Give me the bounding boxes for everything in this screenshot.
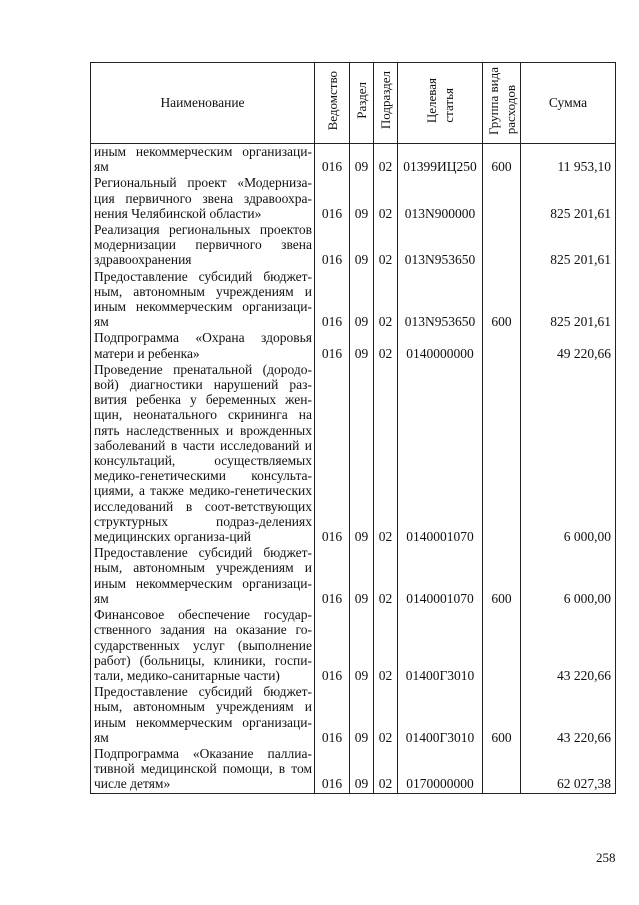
row-name: Финансовое обеспечение государ-ственного задания на оказание го-сударственных услуг (выполнение работ) (больницы, клиники, госпи-тали, медико-санитарные части) bbox=[91, 607, 315, 684]
row-name: Подпрограмма «Оказание паллиа-тивной медицинской помощи, в том числе детям» bbox=[91, 746, 315, 793]
row-vedomstvo: 016 bbox=[315, 545, 350, 607]
row-name: Предоставление субсидий бюджет-ным, автономным учреждениям и иным некоммерческим организаци-ям bbox=[91, 269, 315, 331]
row-summa: 825 201,61 bbox=[521, 269, 616, 331]
row-podrazdel: 02 bbox=[374, 144, 398, 176]
row-gruppa bbox=[483, 222, 521, 269]
row-gruppa bbox=[483, 330, 521, 361]
row-summa: 825 201,61 bbox=[521, 222, 616, 269]
row-vedomstvo: 016 bbox=[315, 607, 350, 684]
header-razdel-label: Раздел bbox=[354, 82, 369, 119]
row-razdel: 09 bbox=[350, 362, 374, 545]
row-celevaya-statya: 013N953650 bbox=[398, 222, 483, 269]
table-row bbox=[91, 222, 616, 269]
budget-table-sheet bbox=[90, 62, 615, 794]
table-header bbox=[91, 63, 616, 144]
row-podrazdel: 02 bbox=[374, 269, 398, 331]
row-vedomstvo: 016 bbox=[315, 330, 350, 361]
header-vedomstvo bbox=[315, 63, 350, 144]
row-summa: 43 220,66 bbox=[521, 684, 616, 746]
row-summa: 6 000,00 bbox=[521, 545, 616, 607]
row-vedomstvo: 016 bbox=[315, 269, 350, 331]
budget-table bbox=[90, 62, 616, 794]
row-gruppa: 600 bbox=[483, 545, 521, 607]
table-row bbox=[91, 175, 616, 222]
row-gruppa: 600 bbox=[483, 684, 521, 746]
row-vedomstvo: 016 bbox=[315, 175, 350, 222]
row-celevaya-statya: 01400Г3010 bbox=[398, 684, 483, 746]
row-celevaya-statya: 0170000000 bbox=[398, 746, 483, 793]
row-summa: 825 201,61 bbox=[521, 175, 616, 222]
row-podrazdel: 02 bbox=[374, 545, 398, 607]
table-row bbox=[91, 362, 616, 545]
row-razdel: 09 bbox=[350, 746, 374, 793]
row-name: Региональный проект «Модерниза-ция первичного звена здравоохра-нения Челябинской области» bbox=[91, 175, 315, 222]
row-celevaya-statya: 013N953650 bbox=[398, 269, 483, 331]
row-gruppa bbox=[483, 746, 521, 793]
row-vedomstvo: 016 bbox=[315, 362, 350, 545]
row-razdel: 09 bbox=[350, 222, 374, 269]
row-vedomstvo: 016 bbox=[315, 684, 350, 746]
row-vedomstvo: 016 bbox=[315, 144, 350, 176]
row-celevaya-statya: 01400Г3010 bbox=[398, 607, 483, 684]
row-gruppa bbox=[483, 175, 521, 222]
row-name: Предоставление субсидий бюджет-ным, автономным учреждениям и иным некоммерческим организаци-ям bbox=[91, 545, 315, 607]
row-name: Предоставление субсидий бюджет-ным, автономным учреждениям и иным некоммерческим организаци-ям bbox=[91, 684, 315, 746]
row-podrazdel: 02 bbox=[374, 607, 398, 684]
row-razdel: 09 bbox=[350, 144, 374, 176]
row-razdel: 09 bbox=[350, 330, 374, 361]
row-summa: 49 220,66 bbox=[521, 330, 616, 361]
table-row bbox=[91, 607, 616, 684]
row-podrazdel: 02 bbox=[374, 684, 398, 746]
table-row bbox=[91, 144, 616, 176]
table-row bbox=[91, 684, 616, 746]
row-razdel: 09 bbox=[350, 684, 374, 746]
table-row bbox=[91, 269, 616, 331]
header-razdel bbox=[350, 63, 374, 144]
row-summa: 6 000,00 bbox=[521, 362, 616, 545]
table-row bbox=[91, 330, 616, 361]
header-celevaya-line2: статья bbox=[441, 88, 456, 124]
row-summa: 11 953,10 bbox=[521, 144, 616, 176]
header-name: Наименование bbox=[91, 63, 315, 144]
header-gruppa-vida-rashodov bbox=[483, 63, 521, 144]
header-podrazdel bbox=[374, 63, 398, 144]
row-podrazdel: 02 bbox=[374, 330, 398, 361]
table-row bbox=[91, 746, 616, 793]
row-razdel: 09 bbox=[350, 269, 374, 331]
header-summa: Сумма bbox=[521, 63, 616, 144]
row-celevaya-statya: 0140000000 bbox=[398, 330, 483, 361]
row-summa: 62 027,38 bbox=[521, 746, 616, 793]
row-gruppa: 600 bbox=[483, 269, 521, 331]
row-summa: 43 220,66 bbox=[521, 607, 616, 684]
row-gruppa bbox=[483, 362, 521, 545]
row-name: Реализация региональных проектов модернизации первичного звена здравоохранения bbox=[91, 222, 315, 269]
header-vedomstvo-label: Ведомство bbox=[324, 70, 340, 131]
row-razdel: 09 bbox=[350, 607, 374, 684]
row-razdel: 09 bbox=[350, 175, 374, 222]
table-body bbox=[91, 144, 616, 794]
header-podrazdel-label: Подраздел bbox=[378, 71, 393, 130]
row-gruppa: 600 bbox=[483, 144, 521, 176]
row-podrazdel: 02 bbox=[374, 746, 398, 793]
row-name: Проведение пренатальной (дородо-вой) диагностики нарушений раз-вития ребенка у беременных жен-щин, неонатального скрининга на пять наследственных и врожденных заболеваний в части исследований и консультаций, осуществляемых медико-генетическими консульта-циями, а также медико-генетических исследований в соот-ветствующих структурных подраз-делениях медицинских организа-ций bbox=[91, 362, 315, 545]
row-podrazdel: 02 bbox=[374, 362, 398, 545]
header-celevaya-line1: Целевая bbox=[424, 77, 439, 124]
header-gruppa-line1: Группа вида bbox=[485, 66, 501, 135]
row-celevaya-statya: 01399ИЦ250 bbox=[398, 144, 483, 176]
row-podrazdel: 02 bbox=[374, 175, 398, 222]
row-celevaya-statya: 0140001070 bbox=[398, 545, 483, 607]
table-row bbox=[91, 545, 616, 607]
header-celevaya-statya bbox=[398, 63, 483, 144]
row-name: Подпрограмма «Охрана здоровья матери и ребенка» bbox=[91, 330, 315, 361]
page-number: 258 bbox=[596, 850, 616, 865]
row-name: иным некоммерческим организаци-ям bbox=[91, 144, 315, 176]
row-razdel: 09 bbox=[350, 545, 374, 607]
row-gruppa bbox=[483, 607, 521, 684]
row-celevaya-statya: 013N900000 bbox=[398, 175, 483, 222]
row-celevaya-statya: 0140001070 bbox=[398, 362, 483, 545]
header-gruppa-line2: расходов bbox=[502, 85, 518, 135]
row-vedomstvo: 016 bbox=[315, 222, 350, 269]
row-podrazdel: 02 bbox=[374, 222, 398, 269]
row-vedomstvo: 016 bbox=[315, 746, 350, 793]
